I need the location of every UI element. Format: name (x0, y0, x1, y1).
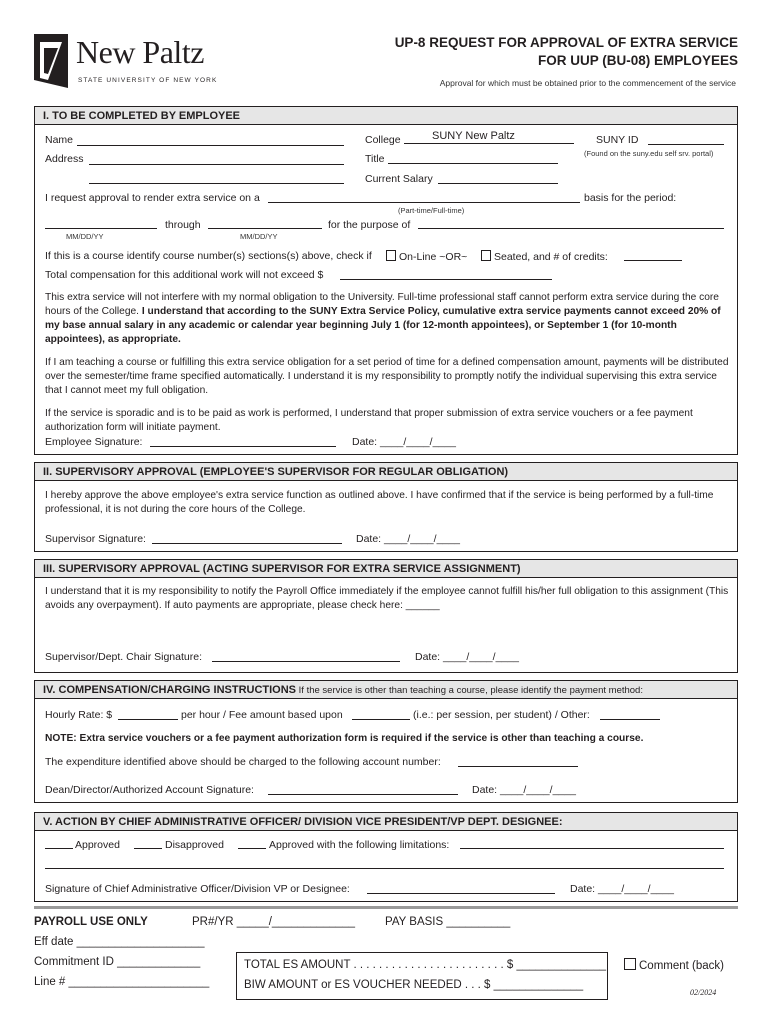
section-supervisor-heading (35, 463, 737, 481)
commitment-id-field[interactable]: Commitment ID _____________ (34, 956, 201, 968)
request-text: I request approval to render extra service on a (45, 192, 260, 204)
section-employee-heading: I. TO BE COMPLETED BY EMPLOYEE (35, 107, 737, 125)
account-signature-field[interactable] (268, 794, 458, 795)
account-date[interactable]: Date: ____/____/____ (472, 784, 576, 796)
obligation-text: This extra service will not interfere with my normal obligation to the University. Full-time professional staff cannot perform extra service during the core hours of the College. (45, 292, 719, 317)
logo-name: New Paltz (76, 34, 204, 70)
college-field[interactable] (404, 143, 574, 144)
compensation-note: NOTE: Extra service vouchers or a fee payment authorization form is required if the service is other than teaching a course. (45, 733, 644, 744)
section-action-heading: V. ACTION BY CHIEF ADMINISTRATIVE OFFICER/ DIVISION VICE PRESIDENT/VP DEPT. DESIGNEE: (35, 813, 737, 831)
seated-label: Seated, and # of credits: (494, 251, 608, 263)
expenditure-label: The expenditure identified above should be charged to the following account number: (45, 756, 441, 768)
name-field[interactable] (77, 145, 344, 146)
name-label: Name (45, 134, 74, 146)
seated-option[interactable] (481, 250, 608, 264)
form-title-line2: FOR UUP (BU-08) EMPLOYEES (537, 53, 738, 68)
disapproved-label: Disapproved (165, 839, 224, 851)
hourly-rate-label: Hourly Rate: $ (45, 709, 113, 721)
college-label: College (365, 134, 401, 146)
chair-signature-label: Supervisor/Dept. Chair Signature: (45, 651, 202, 663)
fee-basis-field[interactable] (352, 719, 410, 720)
form-subtitle: Approval for which must be obtained prior to the commencement of the service (439, 78, 736, 88)
chair-signature-field[interactable] (212, 661, 400, 662)
title-label: Title (365, 153, 385, 165)
chair-date[interactable]: Date: ____/____/____ (415, 651, 519, 663)
employee-signature-label: Employee Signature: (45, 436, 143, 448)
current-salary-field[interactable] (438, 183, 558, 184)
online-option[interactable] (386, 250, 467, 264)
account-signature-label: Dean/Director/Authorized Account Signature: (45, 784, 254, 796)
supervisor-heading-bold: II. SUPERVISORY APPROVAL (43, 466, 197, 478)
supervisor-signature-label: Supervisor Signature: (45, 533, 146, 545)
hourly-rate-field[interactable] (118, 719, 178, 720)
acting-paragraph: I understand that it is my responsibility to notify the Payroll Office immediately if the employee cannot fulfill his/her full obligation to this assignment (This avoids any overpayment). If auto payments are appropriate, please check here: ______ (45, 586, 729, 611)
form-title-line1: UP-8 REQUEST FOR APPROVAL OF EXTRA SERVICE (394, 35, 738, 50)
total-es-amount-field[interactable]: TOTAL ES AMOUNT . . . . . . . . . . . . . . . . . . . . . . . . $ ______________ (244, 959, 606, 971)
compensation-heading-rest: If the service is other than teaching a course, please identify the payment method: (296, 685, 643, 696)
revision-date: 02/2024 (690, 988, 717, 997)
sporadic-paragraph: If the service is sporadic and is to be paid as work is performed, I understand that proper submission of extra service vouchers or a fee payment authorization form will initiate payment. (45, 408, 693, 433)
suny-id-note: (Found on the suny.edu self srv. portal) (584, 149, 714, 158)
teaching-paragraph: If I am teaching a course or fulfilling this extra service obligation for a set period of time for a defined compensation amount, payments will be distributed over the semester/time frame specified automatically. I understand it is my responsibility to promptly notify the individual supervising this extra service that I cannot meet my full obligation. (45, 357, 729, 396)
course-text: If this is a course identify course number(s) sections(s) above, check if (45, 250, 372, 262)
section-compensation-heading (35, 681, 737, 699)
approved-limitations-label: Approved with the following limitations: (269, 839, 450, 851)
pay-basis-field[interactable]: PAY BASIS __________ (385, 916, 511, 928)
biw-amount-field[interactable]: BIW AMOUNT or ES VOUCHER NEEDED . . . $ ______________ (244, 979, 584, 991)
obligation-paragraph (45, 291, 729, 347)
eff-date-field[interactable]: Eff date ____________________ (34, 936, 205, 948)
logo-subtitle: STATE UNIVERSITY OF NEW YORK (78, 77, 218, 84)
through-label: through (165, 219, 201, 231)
suny-id-label: SUNY ID (596, 134, 639, 146)
disapproved-field[interactable] (134, 848, 162, 849)
account-number-field[interactable] (458, 766, 578, 767)
total-comp-label: Total compensation for this additional work will not exceed $ (45, 269, 324, 281)
online-checkbox[interactable] (386, 250, 396, 261)
purpose-field[interactable] (418, 228, 724, 229)
supervisor-heading-rest: (EMPLOYEE'S SUPERVISOR FOR REGULAR OBLIGATION) (196, 466, 509, 478)
cao-signature-label: Signature of Chief Administrative Officer/Division VP or Designee: (45, 883, 350, 895)
suny-id-field[interactable] (648, 144, 724, 145)
pr-year-field[interactable]: PR#/YR _____/_____________ (192, 916, 356, 928)
total-comp-field[interactable] (340, 279, 552, 280)
policy-text: I understand that according to the SUNY Extra Service Policy, cumulative extra service payments cannot exceed 20% of my base annual salary in any academic or calendar year beginning July 1 (for 12-month appointees), or September 1 (for 10-month appointees), as appropriate. (45, 306, 721, 345)
address-label: Address (45, 153, 84, 165)
cao-date[interactable]: Date: ____/____/____ (570, 883, 674, 895)
seated-checkbox[interactable] (481, 250, 491, 261)
supervisor-paragraph: I hereby approve the above employee's extra service function as outlined above. I have confirmed that if the service is being performed by a full-time professional, it is not during the core hours of the College. (45, 490, 714, 515)
acting-heading-bold: III. SUPERVISORY APPROVAL (43, 563, 200, 575)
employee-date[interactable]: Date: ____/____/____ (352, 436, 456, 448)
supervisor-signature-field[interactable] (152, 543, 342, 544)
start-date-format: MM/DD/YY (66, 232, 104, 241)
start-date-field[interactable] (45, 228, 157, 229)
line-number-field[interactable]: Line # ______________________ (34, 976, 210, 988)
approved-limitations-field[interactable] (238, 848, 266, 849)
college-value: SUNY New Paltz (432, 130, 515, 142)
end-date-format: MM/DD/YY (240, 232, 278, 241)
other-label: (i.e.: per session, per student) / Other: (413, 709, 590, 721)
logo-mark-icon (34, 34, 68, 88)
compensation-heading-bold: IV. COMPENSATION/CHARGING INSTRUCTIONS (43, 684, 297, 696)
online-label: On-Line ~OR~ (399, 251, 468, 263)
purpose-label: for the purpose of (328, 219, 411, 231)
payroll-title: PAYROLL USE ONLY (34, 916, 148, 928)
cao-signature-field[interactable] (367, 893, 555, 894)
address-field-2[interactable] (89, 183, 344, 184)
comment-label: Comment (back) (639, 960, 724, 972)
basis-period-text: basis for the period: (584, 192, 677, 204)
section-acting-supervisor-heading (35, 560, 737, 578)
limitations-field-1[interactable] (460, 848, 724, 849)
employee-signature-field[interactable] (150, 446, 336, 447)
per-hour-label: per hour / Fee amount based upon (181, 709, 343, 721)
other-field[interactable] (600, 719, 660, 720)
title-field[interactable] (388, 163, 558, 164)
address-field-1[interactable] (89, 164, 344, 165)
payroll-divider (34, 906, 738, 909)
comment-option[interactable] (624, 958, 724, 973)
approved-field[interactable] (45, 848, 73, 849)
comment-checkbox[interactable] (624, 958, 636, 970)
current-salary-label: Current Salary (365, 173, 433, 185)
acting-heading-rest: (ACTING SUPERVISOR FOR EXTRA SERVICE ASSIGNMENT) (199, 563, 521, 575)
service-basis-field[interactable] (268, 202, 580, 203)
limitations-field-2[interactable] (45, 868, 724, 869)
supervisor-date[interactable]: Date: ____/____/____ (356, 533, 460, 545)
approved-label: Approved (75, 839, 120, 851)
credits-field[interactable] (624, 260, 682, 261)
parttime-note: (Part-time/Full-time) (398, 206, 465, 215)
end-date-field[interactable] (208, 228, 322, 229)
